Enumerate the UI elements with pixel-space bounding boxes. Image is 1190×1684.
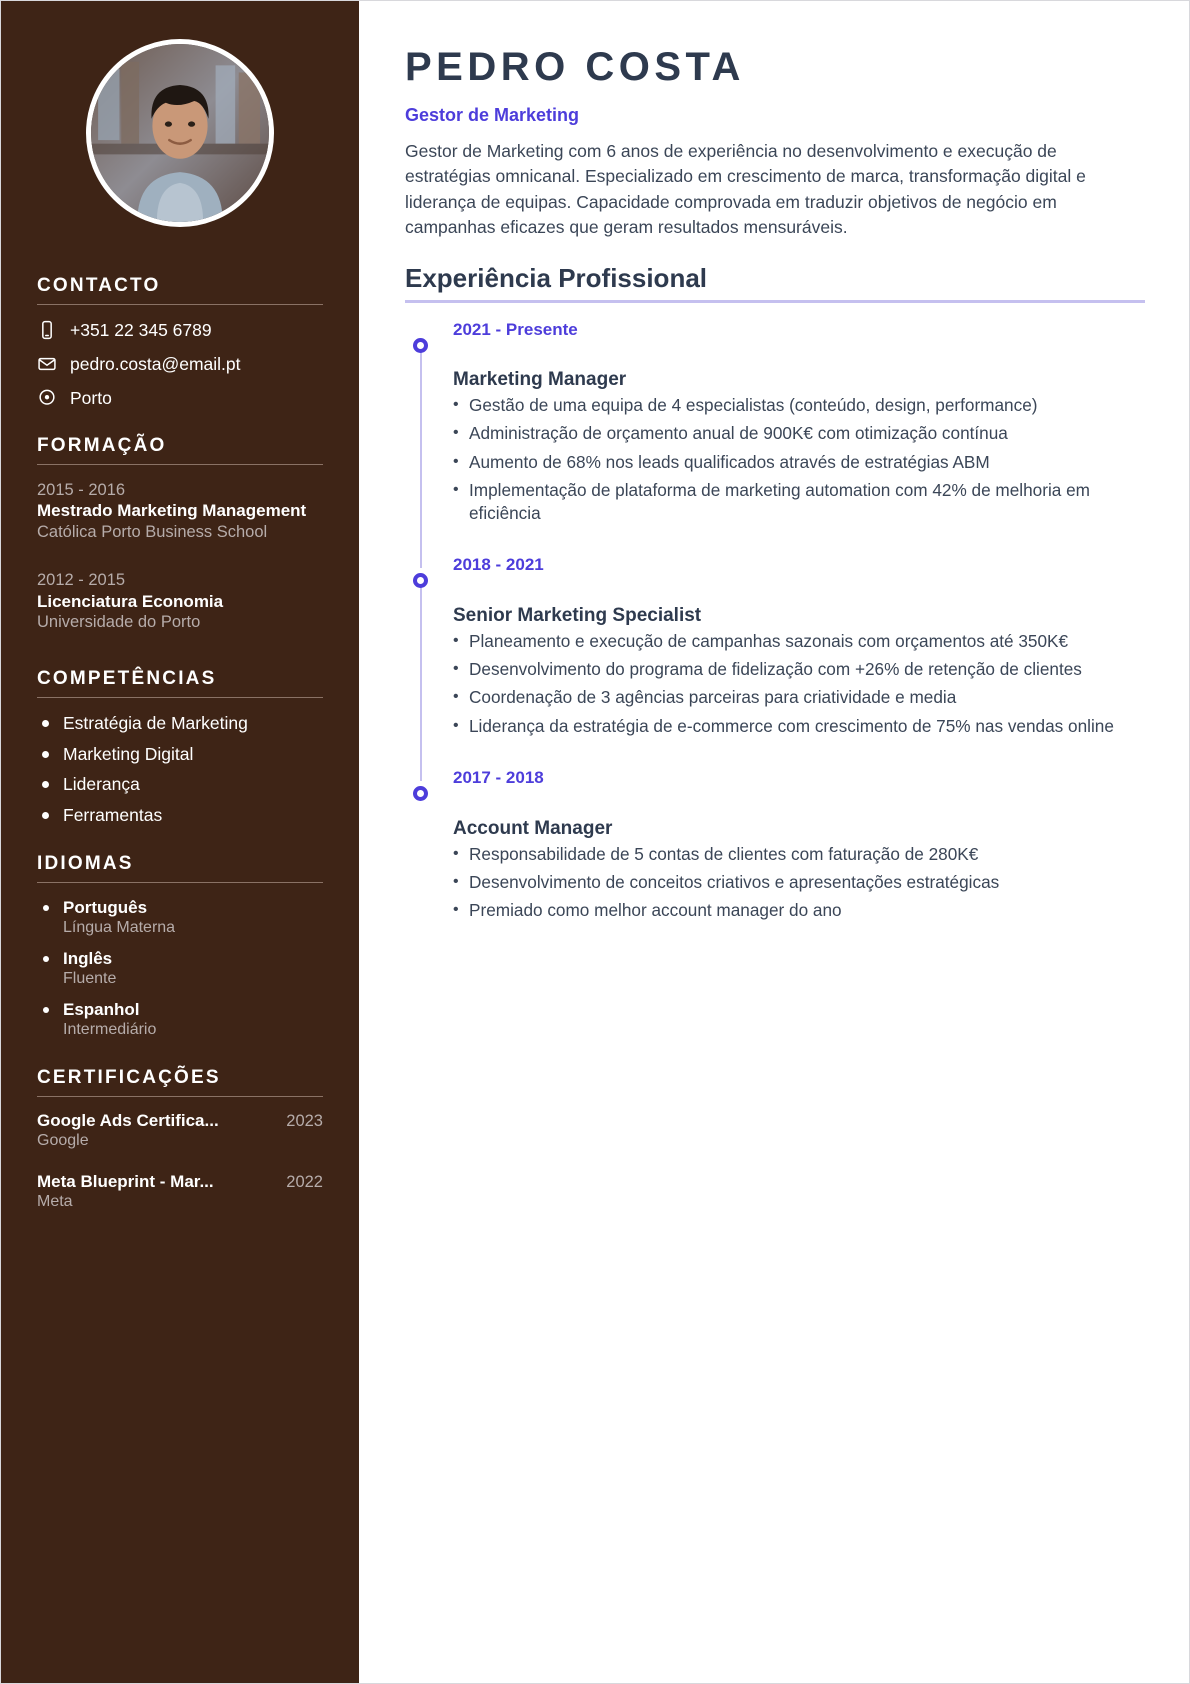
education-item [37, 569, 323, 633]
education-dates: 2012 - 2015 [37, 571, 126, 590]
page-title: PEDRO COSTA [405, 45, 745, 89]
certification-year: 2022 [286, 1173, 323, 1192]
experience-item [453, 556, 1145, 769]
language-level: Intermediário [63, 1021, 157, 1039]
avatar-photo [91, 44, 269, 222]
list-item: Marketing Digital [37, 743, 323, 766]
contact-phone[interactable] [37, 319, 323, 341]
divider [37, 464, 323, 465]
divider [37, 882, 323, 883]
education-school: Católica Porto Business School [37, 523, 268, 541]
list-item [37, 897, 323, 939]
divider [37, 697, 323, 698]
experience-heading: Experiência Profissional [405, 262, 708, 293]
timeline-dot-icon [413, 338, 428, 353]
certification-year: 2023 [286, 1112, 323, 1131]
divider [37, 1096, 323, 1097]
language-name: Espanhol [63, 999, 140, 1019]
contact-section [1, 275, 359, 409]
certification-header [37, 1172, 323, 1192]
experience-dates: 2021 - Presente [453, 319, 578, 339]
list-item: • Desenvolvimento do programa de fidelização com +26% de retenção de clientes [453, 658, 1145, 681]
certification-name: Google Ads Certifica... [37, 1111, 219, 1131]
contact-location-value: Porto [70, 387, 112, 408]
experience-item [453, 321, 1145, 557]
list-item: • Desenvolvimento de conceitos criativos e apresentações estratégicas [453, 871, 1145, 894]
phone-icon [37, 319, 57, 341]
experience-bullets [453, 630, 1145, 738]
education-item [37, 479, 323, 543]
list-item: • Planeamento e execução de campanhas sazonais com orçamentos até 350K€ [453, 630, 1145, 653]
experience-bullets [453, 394, 1145, 525]
certification-item [37, 1111, 323, 1150]
list-item: • Coordenação de 3 agências parceiras para criatividade e media [453, 686, 1145, 709]
avatar [86, 39, 274, 227]
language-level: Fluente [63, 970, 117, 988]
contact-location[interactable] [37, 387, 323, 409]
experience-bullets [453, 843, 1145, 923]
location-icon [37, 387, 57, 409]
timeline-line [420, 351, 422, 569]
experience-title: Account Manager [453, 817, 613, 839]
list-item [37, 948, 323, 990]
certification-issuer: Google [37, 1132, 89, 1150]
experience-title: Senior Marketing Specialist [453, 604, 702, 626]
education-degree: Licenciatura Economia [37, 591, 224, 611]
certifications-heading: CERTIFICAÇÕES [37, 1067, 221, 1089]
list-item: Liderança [37, 773, 323, 796]
education-degree: Mestrado Marketing Management [37, 501, 307, 521]
job-role-subtitle: Gestor de Marketing [405, 105, 580, 125]
list-item: • Gestão de uma equipa de 4 especialistas (conteúdo, design, performance) [453, 394, 1145, 417]
divider [37, 304, 323, 305]
list-item: Estratégia de Marketing [37, 712, 323, 735]
education-section [1, 435, 359, 634]
list-item [37, 999, 323, 1041]
timeline-line [420, 586, 422, 781]
experience-dates: 2017 - 2018 [453, 767, 544, 787]
certification-header [37, 1111, 323, 1131]
skills-section [1, 668, 359, 827]
languages-heading: IDIOMAS [37, 852, 134, 874]
list-item: • Administração de orçamento anual de 900K€ com otimização contínua [453, 422, 1145, 445]
experience-timeline [405, 321, 1145, 923]
certification-issuer: Meta [37, 1193, 73, 1211]
education-school: Universidade do Porto [37, 613, 201, 632]
email-icon [37, 353, 57, 375]
list-item: • Premiado como melhor account manager do ano [453, 899, 1145, 922]
timeline-dot-icon [413, 786, 428, 801]
language-level: Língua Materna [63, 919, 176, 937]
skills-heading: COMPETÊNCIAS [37, 667, 217, 689]
timeline-dot-icon [413, 573, 428, 588]
skills-list [37, 712, 323, 827]
certification-item [37, 1172, 323, 1211]
avatar-container [1, 1, 359, 249]
language-name: Inglês [63, 948, 113, 968]
languages-section [1, 853, 359, 1041]
languages-list [37, 897, 323, 1041]
divider [405, 300, 1145, 303]
contact-phone-value: +351 22 345 6789 [70, 319, 212, 340]
contact-heading: CONTACTO [37, 275, 161, 296]
contact-email-value: pedro.costa@email.pt [70, 353, 241, 374]
education-dates: 2015 - 2016 [37, 481, 126, 499]
list-item: • Responsabilidade de 5 contas de clientes com faturação de 280K€ [453, 843, 1145, 866]
language-name: Português [63, 897, 148, 917]
certifications-section [1, 1067, 359, 1211]
experience-item [453, 769, 1145, 922]
list-item: • Aumento de 68% nos leads qualificados através de estratégias ABM [453, 451, 1145, 474]
list-item: • Implementação de plataforma de marketing automation com 42% de melhoria em eficiência [453, 479, 1145, 525]
experience-title: Marketing Manager [453, 369, 627, 391]
education-heading: FORMAÇÃO [37, 435, 167, 456]
sidebar [1, 1, 359, 1683]
certification-name: Meta Blueprint - Mar... [37, 1172, 214, 1192]
profile-summary: Gestor de Marketing com 6 anos de experiência no desenvolvimento e execução de estratégias omnicanal. Especializado em crescimento de marca, transformação digital e liderança de equipas. Capacidade comprovada em traduzir objetivos de negócio em campanhas eficazes que geram resultados mensuráveis. [405, 141, 1086, 238]
contact-email[interactable] [37, 353, 323, 375]
list-item: Ferramentas [37, 804, 323, 827]
list-item: • Liderança da estratégia de e-commerce com crescimento de 75% nas vendas online [453, 715, 1145, 738]
experience-dates: 2018 - 2021 [453, 555, 544, 575]
main-content [359, 1, 1189, 1683]
